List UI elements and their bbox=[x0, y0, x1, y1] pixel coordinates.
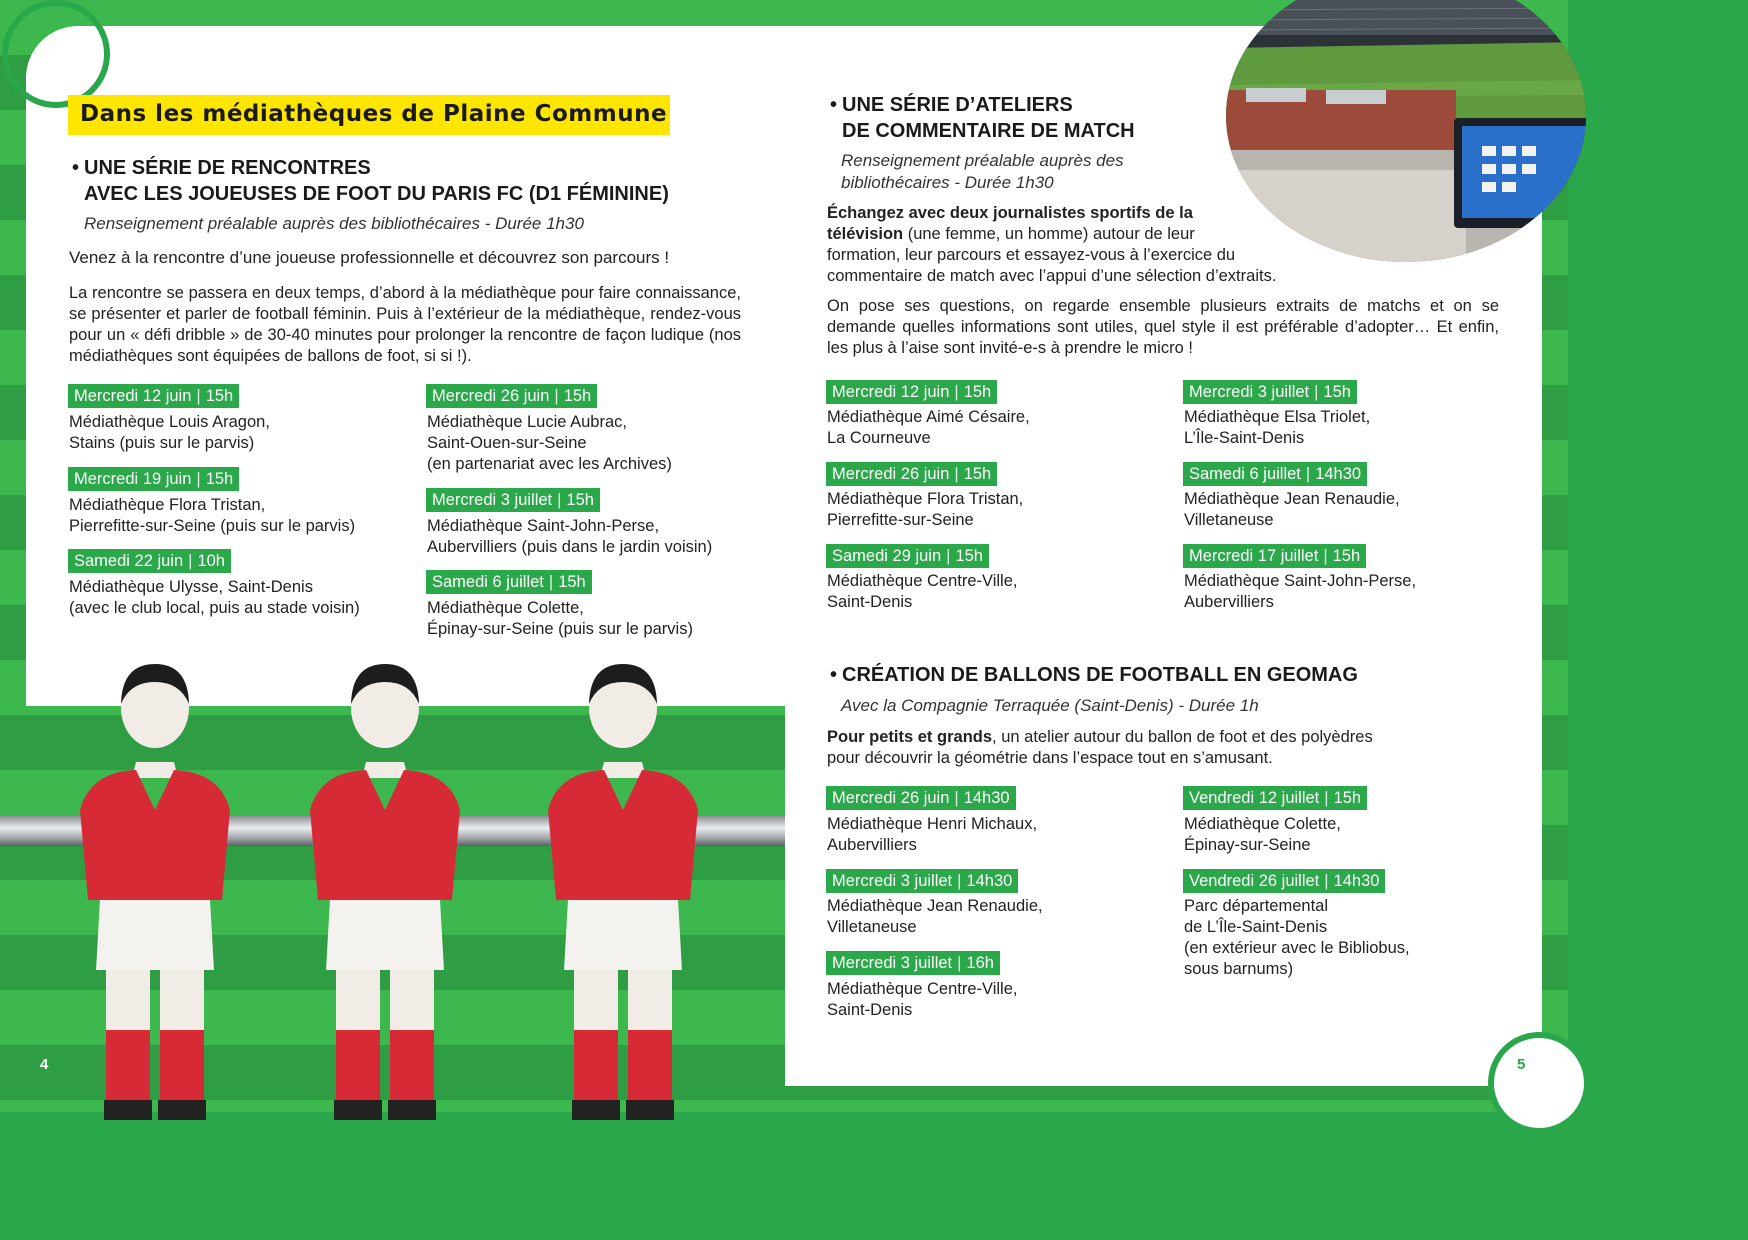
session-venue: Médiathèque Jean Renaudie, Villetaneuse bbox=[1184, 490, 1400, 529]
section-lead: Échangez avec deux journalistes sportifs de la télévision (une femme, un homme) autour de leur formation, leur parcours et essayez-vous à l’exercice du commentaire de match avec l’appui d’une sélection d’extraits. bbox=[827, 204, 1277, 285]
session-venue: Médiathèque Saint-John-Perse, Aubervilliers bbox=[1184, 572, 1417, 611]
section-lead: Venez à la rencontre d’une joueuse professionnelle et découvrez son parcours ! bbox=[69, 248, 670, 267]
bullet-icon: • bbox=[830, 94, 838, 116]
session-venue: Médiathèque Colette, Épinay-sur-Seine bbox=[1184, 815, 1341, 854]
session-date-tag: Mercredi 26 juin | 15h bbox=[426, 384, 597, 408]
session-date-tag: Mercredi 3 juillet | 15h bbox=[426, 488, 600, 512]
banner-title: Dans les médiathèques de Plaine Commune bbox=[80, 101, 668, 127]
bullet-icon: • bbox=[72, 157, 80, 179]
session-date-tag: Mercredi 26 juin | 15h bbox=[826, 462, 997, 486]
foosball-player-figure bbox=[538, 660, 708, 1120]
session-date-tag: Mercredi 12 juin | 15h bbox=[826, 380, 997, 404]
session-venue: Médiathèque Saint-John-Perse, Aubervilliers (puis dans le jardin voisin) bbox=[427, 517, 713, 556]
foosball-player-figure bbox=[70, 660, 240, 1120]
section-title-line: CRÉATION DE BALLONS DE FOOTBALL EN GEOMAG bbox=[842, 664, 1358, 686]
session-venue: Médiathèque Aimé Césaire, La Courneuve bbox=[827, 408, 1030, 447]
section-body: La rencontre se passera en deux temps, d’abord à la médiathèque pour faire connaissance, se présenter et parler de football féminin. Puis à l’extérieur de la médiathèque, rendez-vous pour un « défi dribble » de 30-40 minutes pour prolonger la rencontre de façon ludique (nos médiathèques sont équipées de ballons de foot, si si !). bbox=[69, 284, 741, 365]
session-date-tag: Vendredi 12 juillet | 15h bbox=[1183, 786, 1367, 810]
session-date-tag: Mercredi 19 juin | 15h bbox=[68, 467, 239, 491]
session-venue: Médiathèque Centre-Ville, Saint-Denis bbox=[827, 980, 1018, 1019]
session-date-tag: Samedi 22 juin | 10h bbox=[68, 549, 231, 573]
session-date-tag: Samedi 6 juillet | 14h30 bbox=[1183, 462, 1367, 486]
section-subtitle: Renseignement préalable auprès des bibliothécaires - Durée 1h30 bbox=[84, 214, 584, 233]
session-date-tag: Vendredi 26 juillet | 14h30 bbox=[1183, 869, 1385, 893]
session-date-tag: Mercredi 3 juillet | 14h30 bbox=[826, 869, 1018, 893]
session-date-tag: Mercredi 3 juillet | 15h bbox=[1183, 380, 1357, 404]
session-date-tag: Samedi 29 juin | 15h bbox=[826, 544, 989, 568]
session-date-tag: Mercredi 3 juillet | 16h bbox=[826, 951, 1000, 975]
section-title-line: UNE SÉRIE D’ATELIERS bbox=[842, 94, 1073, 116]
foosball-player-figure bbox=[300, 660, 470, 1120]
section-title-line: AVEC LES JOUEUSES DE FOOT DU PARIS FC (D1 FÉMININE) bbox=[84, 183, 669, 205]
session-venue: Médiathèque Flora Tristan, Pierrefitte-sur-Seine bbox=[827, 490, 1024, 529]
session-venue: Médiathèque Colette, Épinay-sur-Seine (puis sur le parvis) bbox=[427, 599, 693, 638]
session-date-tag: Mercredi 26 juin | 14h30 bbox=[826, 786, 1016, 810]
section-title-line: DE COMMENTAIRE DE MATCH bbox=[842, 120, 1135, 142]
session-venue: Médiathèque Centre-Ville, Saint-Denis bbox=[827, 572, 1018, 611]
session-date-tag: Mercredi 17 juillet | 15h bbox=[1183, 544, 1366, 568]
bullet-icon: • bbox=[830, 664, 838, 686]
session-venue: Médiathèque Elsa Triolet, L’Île-Saint-Denis bbox=[1184, 408, 1371, 447]
session-venue: Médiathèque Ulysse, Saint-Denis (avec le club local, puis au stade voisin) bbox=[69, 578, 360, 617]
section-title bbox=[830, 662, 1462, 688]
page-number: 5 bbox=[1517, 1056, 1526, 1073]
session-venue: Médiathèque Lucie Aubrac, Saint-Ouen-sur-Seine (en partenariat avec les Archives) bbox=[427, 413, 672, 473]
section-title-line: UNE SÉRIE DE RENCONTRES bbox=[84, 157, 371, 179]
section-subtitle: Renseignement préalable auprès des bibliothécaires - Durée 1h30 bbox=[841, 151, 1124, 192]
session-venue: Médiathèque Henri Michaux, Aubervilliers bbox=[827, 815, 1038, 854]
session-date-tag: Samedi 6 juillet | 15h bbox=[426, 570, 592, 594]
session-venue: Médiathèque Jean Renaudie, Villetaneuse bbox=[827, 897, 1043, 936]
session-venue: Médiathèque Flora Tristan, Pierrefitte-sur-Seine (puis sur le parvis) bbox=[69, 496, 356, 535]
section-lead: Pour petits et grands, un atelier autour du ballon de foot et des polyèdres pour découvrir la géométrie dans l’espace tout en s’amusant. bbox=[827, 728, 1373, 767]
corner-ring-decoration bbox=[1488, 1032, 1590, 1134]
page-number: 4 bbox=[40, 1056, 49, 1073]
section-title bbox=[830, 92, 1202, 144]
section-title bbox=[72, 155, 724, 207]
session-venue: Parc départemental de L’Île-Saint-Denis (en extérieur avec le Bibliobus, sous barnums) bbox=[1184, 897, 1410, 978]
corner-ring-decoration bbox=[2, 0, 110, 108]
session-date-tag: Mercredi 12 juin | 15h bbox=[68, 384, 239, 408]
section-banner bbox=[68, 95, 670, 135]
section-body: On pose ses questions, on regarde ensemble plusieurs extraits de matchs et on se demande quelles informations sont utiles, quel style il est préférable d’adopter… Et enfin, les plus à l’aise sont invité-e-s à prendre le micro ! bbox=[827, 297, 1499, 357]
session-venue: Médiathèque Louis Aragon, Stains (puis sur le parvis) bbox=[69, 413, 270, 452]
section-subtitle: Avec la Compagnie Terraquée (Saint-Denis) - Durée 1h bbox=[841, 696, 1259, 715]
